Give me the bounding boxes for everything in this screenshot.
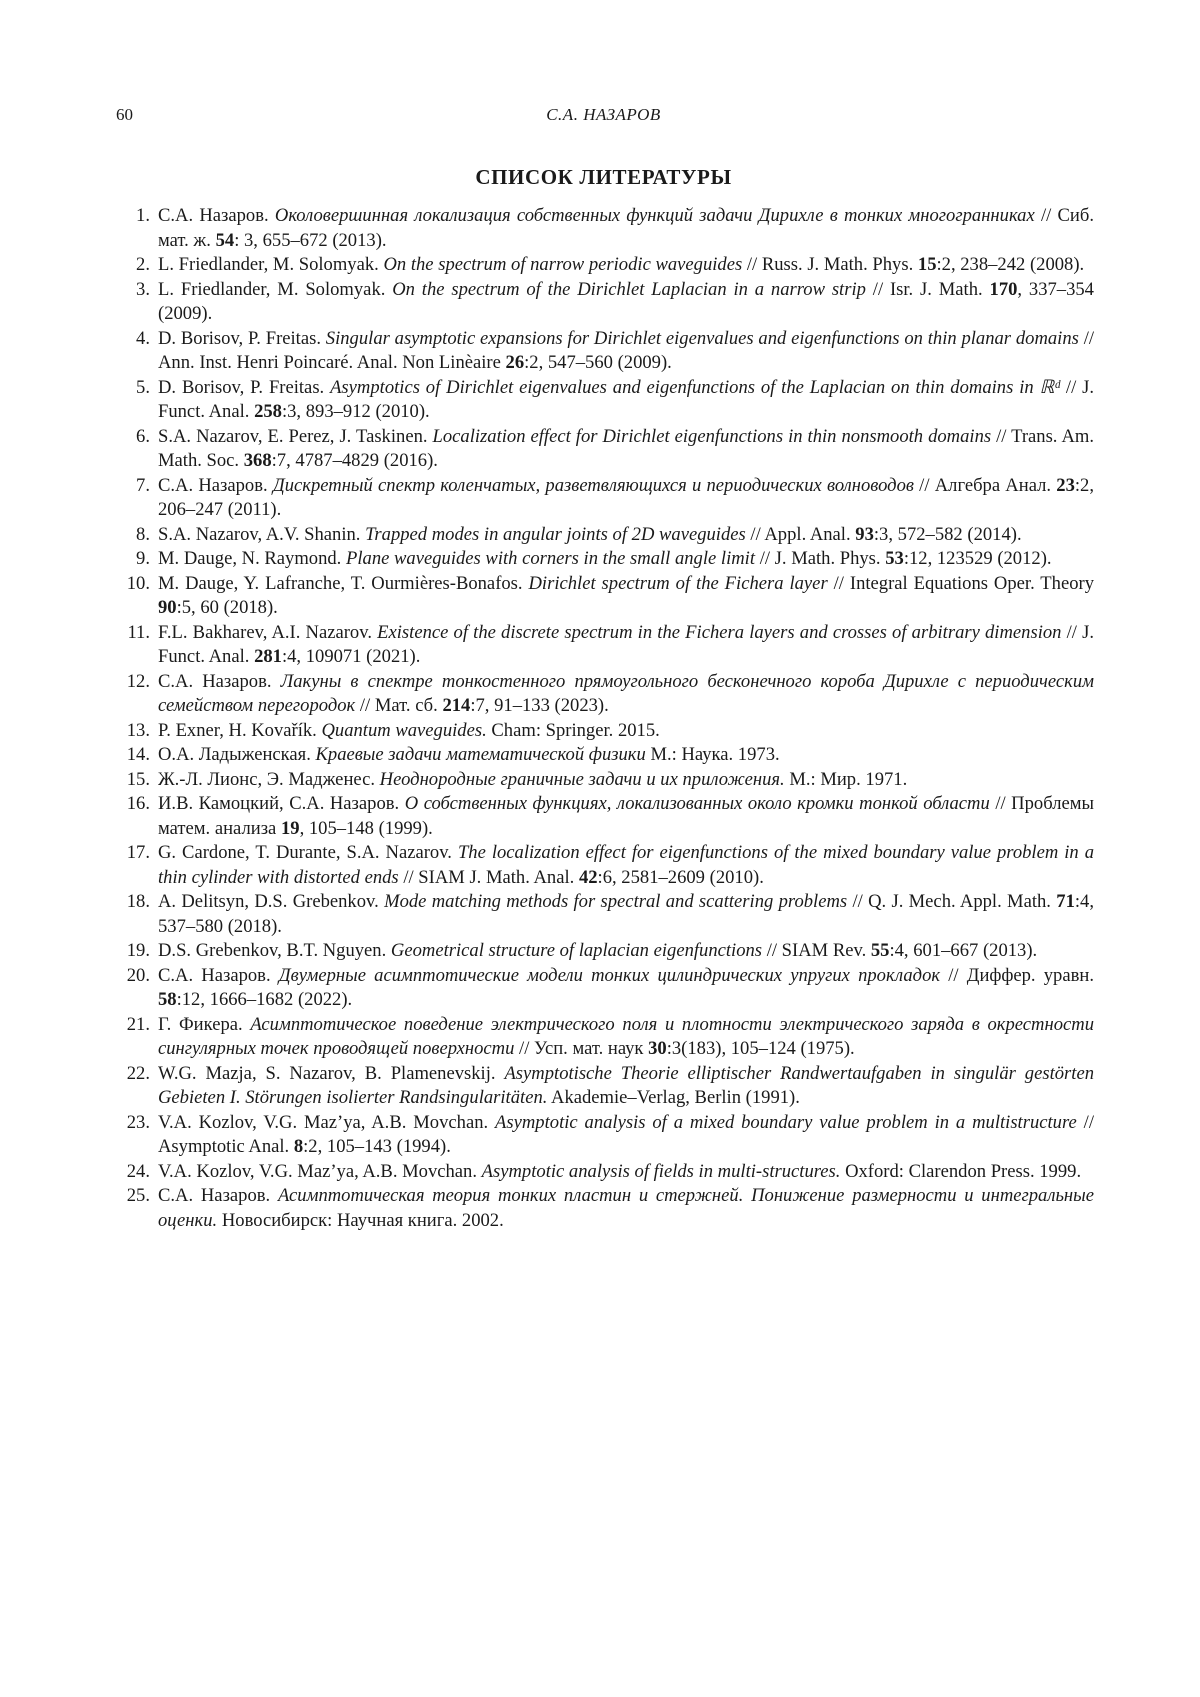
reference-number: 15. <box>126 768 150 790</box>
reference-title: Краевые задачи математической физики <box>315 744 646 765</box>
reference-authors: D. Borisov, P. Freitas. <box>158 327 321 349</box>
reference-entry <box>116 1062 1094 1111</box>
reference-title: Existence of the discrete spectrum in the Fichera layers and crosses of arbitrary dimension <box>377 621 1062 643</box>
reference-details: :2, 547–560 (2009). <box>524 352 672 373</box>
reference-entry <box>116 278 1094 327</box>
reference-volume: 58 <box>158 989 177 1010</box>
reference-volume: 54 <box>215 229 235 251</box>
reference-entry <box>116 523 1094 548</box>
reference-authors: M. Dauge, Y. Lafranche, T. Ourmières-Bonafos. <box>158 572 523 594</box>
reference-details: :7, 4787–4829 (2016). <box>271 450 438 471</box>
reference-source: // J. Funct. Anal. <box>158 376 1094 422</box>
reference-entry <box>116 621 1094 670</box>
reference-number: 23. <box>126 1111 150 1133</box>
reference-source: М.: Наука. 1973. <box>650 744 780 765</box>
reference-authors: V.A. Kozlov, V.G. Maz’ya, A.B. Movchan. <box>158 1111 489 1133</box>
reference-entry <box>116 792 1094 841</box>
reference-entry <box>116 964 1094 1013</box>
reference-details: :2, 105–143 (1994). <box>303 1136 451 1157</box>
reference-title: Mode matching methods for spectral and scattering problems <box>384 891 848 912</box>
reference-authors: F.L. Bakharev, A.I. Nazarov. <box>158 621 372 643</box>
reference-source: // SIAM J. Math. Anal. <box>403 866 575 888</box>
reference-source: Akademie–Verlag, Berlin (1991). <box>551 1087 800 1108</box>
reference-title: The localization effect for eigenfunctions of the mixed boundary value problem in a thin cylinder with distorted ends <box>158 842 1094 888</box>
reference-authors: S.A. Nazarov, A.V. Shanin. <box>158 523 361 545</box>
reference-entry <box>116 890 1094 939</box>
reference-number: 20. <box>126 964 150 986</box>
reference-title: Asymptotics of Dirichlet eigenvalues and eigenfunctions of the Laplacian on thin domains in ℝᵈ <box>330 376 1061 398</box>
reference-authors: L. Friedlander, M. Solomyak. <box>158 278 386 300</box>
reference-number: 4. <box>136 327 150 349</box>
reference-number: 3. <box>136 278 150 300</box>
reference-authors: С.А. Назаров. <box>158 670 272 692</box>
reference-volume: 281 <box>254 646 282 667</box>
reference-number: 10. <box>126 572 150 594</box>
reference-details: :4, 109071 (2021). <box>281 646 421 667</box>
reference-source: // Isr. J. Math. <box>872 278 983 300</box>
reference-source: // Алгебра Анал. <box>919 474 1052 496</box>
reference-title: Asymptotic analysis of fields in multi-structures. <box>481 1160 841 1182</box>
reference-authors: Ж.-Л. Лионс, Э. Мадженес. <box>158 768 376 790</box>
reference-title: Localization effect for Dirichlet eigenfunctions in thin nonsmooth domains <box>432 425 992 447</box>
reference-title: Plane waveguides with corners in the small angle limit <box>346 548 756 569</box>
reference-authors: С.А. Назаров. <box>158 964 271 986</box>
reference-entry <box>116 376 1094 425</box>
reference-volume: 23 <box>1056 474 1075 496</box>
reference-volume: 93 <box>855 523 874 545</box>
reference-source: // Диффер. уравн. <box>948 964 1094 986</box>
reference-source: Oxford: Clarendon Press. 1999. <box>845 1160 1082 1182</box>
reference-title: Asymptotische Theorie elliptischer Randwertaufgaben in singulär gestörten Gebieten I. Störungen isolierter Randsingularitäten. <box>158 1062 1094 1108</box>
reference-volume: 26 <box>505 352 525 373</box>
reference-number: 17. <box>126 842 150 863</box>
reference-number: 14. <box>126 744 150 765</box>
reference-number: 7. <box>136 474 150 496</box>
reference-entry <box>116 253 1094 278</box>
reference-number: 12. <box>126 670 150 692</box>
reference-authors: D.S. Grebenkov, B.T. Nguyen. <box>158 940 387 961</box>
reference-entry <box>116 768 1094 793</box>
reference-authors: С.А. Назаров. <box>158 1185 271 1206</box>
reference-details: :4, 537–580 (2018). <box>158 891 1094 937</box>
reference-volume: 53 <box>885 548 904 569</box>
reference-entry <box>116 547 1094 572</box>
reference-authors: L. Friedlander, M. Solomyak. <box>158 254 379 275</box>
reference-authors: D. Borisov, P. Freitas. <box>158 376 325 398</box>
reference-authors: A. Delitsyn, D.S. Grebenkov. <box>158 891 379 912</box>
reference-details: :6, 2581–2609 (2010). <box>597 866 764 888</box>
reference-entry <box>116 204 1094 253</box>
reference-number: 9. <box>136 548 150 569</box>
reference-details: :2, 238–242 (2008). <box>936 254 1085 275</box>
reference-source: // Asymptotic Anal. <box>158 1111 1095 1157</box>
reference-authors: С.А. Назаров. <box>158 205 269 226</box>
reference-title: Дискретный спектр коленчатых, разветвляющихся и периодических волноводов <box>272 474 914 496</box>
reference-entry <box>116 1160 1094 1185</box>
reference-title: Асимптотическое поведение электрического поля и плотности электрического заряда в окрестности сингулярных точек проводящей поверхности <box>158 1013 1094 1059</box>
reference-volume: 368 <box>243 450 272 471</box>
reference-authors: P. Exner, H. Kovařík. <box>158 719 317 741</box>
reference-authors: И.В. Камоцкий, С.А. Назаров. <box>158 793 400 814</box>
reference-number: 24. <box>126 1160 150 1182</box>
reference-number: 5. <box>136 376 150 398</box>
reference-title: Лакуны в спектре тонкостенного прямоугольного бесконечного короба Дирихле с периодическим семейством перегородок <box>158 670 1094 716</box>
reference-authors: О.А. Ладыженская. <box>158 744 311 765</box>
reference-source: // Appl. Anal. <box>750 523 851 545</box>
reference-title: О собственных функциях, локализованных около кромки тонкой области <box>404 793 990 814</box>
reference-authors: M. Dauge, N. Raymond. <box>158 548 342 569</box>
reference-details: :3(183), 105–124 (1975). <box>666 1038 855 1059</box>
reference-entry <box>116 327 1094 376</box>
reference-entry <box>116 1013 1094 1062</box>
reference-number: 21. <box>126 1013 150 1035</box>
reference-title: On the spectrum of narrow periodic waveguides <box>383 254 743 275</box>
reference-authors: S.A. Nazarov, E. Perez, J. Taskinen. <box>158 425 428 447</box>
reference-number: 25. <box>126 1185 150 1206</box>
reference-source: // Сиб. мат. ж. <box>158 205 1094 251</box>
reference-source: // Trans. Am. Math. Soc. <box>158 425 1094 471</box>
reference-title: Geometrical structure of laplacian eigenfunctions <box>390 940 763 961</box>
reference-entry <box>116 1184 1094 1233</box>
reference-title: On the spectrum of the Dirichlet Laplacian in a narrow strip <box>392 278 866 300</box>
reference-volume: 258 <box>254 401 282 422</box>
running-head: С.А. НАЗАРОВ <box>546 105 661 124</box>
reference-title: Singular asymptotic expansions for Dirichlet eigenvalues and eigenfunctions on thin planar domains <box>325 327 1079 349</box>
reference-volume: 90 <box>158 597 177 618</box>
reference-volume: 170 <box>989 278 1018 300</box>
reference-number: 8. <box>136 523 150 545</box>
reference-volume: 71 <box>1056 891 1075 912</box>
reference-title: Неоднородные граничные задачи и их приложения. <box>379 768 785 790</box>
reference-details: :4, 601–667 (2013). <box>889 940 1038 961</box>
reference-entry <box>116 572 1094 621</box>
reference-entry <box>116 841 1094 890</box>
reference-source: Новосибирск: Научная книга. 2002. <box>221 1209 504 1231</box>
reference-authors: V.A. Kozlov, V.G. Maz’ya, A.B. Movchan. <box>158 1160 477 1182</box>
reference-entry <box>116 743 1094 768</box>
reference-number: 1. <box>136 205 150 226</box>
reference-source: // Q. J. Mech. Appl. Math. <box>852 891 1051 912</box>
reference-source: // Russ. J. Math. Phys. <box>746 254 914 275</box>
reference-source: // J. Math. Phys. <box>759 548 881 569</box>
reference-source: // Мат. сб. <box>359 695 438 716</box>
reference-number: 16. <box>126 793 150 814</box>
reference-number: 11. <box>127 621 150 643</box>
reference-details: :12, 1666–1682 (2022). <box>176 989 353 1010</box>
reference-details: :12, 123529 (2012). <box>903 548 1052 569</box>
reference-title: Двумерные асимптотические модели тонких цилиндрических упругих прокладок <box>278 964 941 986</box>
reference-volume: 8 <box>293 1136 304 1157</box>
reference-authors: G. Cardone, T. Durante, S.A. Nazarov. <box>158 842 452 863</box>
reference-source: // Ann. Inst. Henri Poincaré. Anal. Non Linèaire <box>158 327 1095 373</box>
reference-volume: 30 <box>648 1038 667 1059</box>
reference-details: , 337–354 (2009). <box>158 278 1094 324</box>
bibliography-list <box>116 204 1094 1233</box>
reference-title: Asymptotic analysis of a mixed boundary value problem in a multistructure <box>495 1111 1077 1133</box>
reference-source: // Integral Equations Oper. Theory <box>833 572 1094 594</box>
reference-source: М.: Мир. 1971. <box>789 768 908 790</box>
reference-title: Dirichlet spectrum of the Fichera layer <box>528 572 828 594</box>
reference-volume: 15 <box>917 254 937 275</box>
reference-number: 6. <box>136 425 150 447</box>
reference-details: :5, 60 (2018). <box>176 597 278 618</box>
reference-details: , 105–148 (1999). <box>299 817 433 839</box>
section-title: СПИСОК ЛИТЕРАТУРЫ <box>475 165 732 189</box>
reference-details: : 3, 655–672 (2013). <box>234 229 387 251</box>
reference-number: 18. <box>126 891 150 912</box>
reference-source: // SIAM Rev. <box>766 940 867 961</box>
reference-volume: 55 <box>870 940 890 961</box>
reference-source: // J. Funct. Anal. <box>158 621 1094 667</box>
reference-details: :2, 206–247 (2011). <box>158 474 1094 520</box>
reference-source: // Проблемы матем. анализа <box>158 793 1094 839</box>
page-number: 60 <box>116 105 133 124</box>
reference-authors: Г. Фикера. <box>158 1013 243 1035</box>
reference-entry <box>116 474 1094 523</box>
reference-title: Quantum waveguides. <box>321 719 487 741</box>
reference-details: :7, 91–133 (2023). <box>470 695 609 716</box>
reference-title: Околовершинная локализация собственных функций задачи Дирихле в тонких многогранниках <box>274 205 1035 226</box>
reference-number: 22. <box>126 1062 150 1084</box>
reference-details: :3, 572–582 (2014). <box>873 523 1022 545</box>
reference-volume: 42 <box>578 866 598 888</box>
reference-entry <box>116 670 1094 719</box>
page-header <box>116 105 1091 135</box>
reference-number: 19. <box>126 940 150 961</box>
reference-volume: 19 <box>280 817 300 839</box>
reference-source: // Усп. мат. наук <box>519 1038 644 1059</box>
reference-entry <box>116 425 1094 474</box>
reference-volume: 214 <box>442 695 471 716</box>
reference-number: 2. <box>136 254 150 275</box>
reference-authors: W.G. Mazja, S. Nazarov, B. Plamenevskij. <box>158 1062 496 1084</box>
reference-number: 13. <box>126 719 150 741</box>
reference-entry <box>116 719 1094 744</box>
reference-entry <box>116 1111 1094 1160</box>
reference-title: Trapped modes in angular joints of 2D waveguides <box>365 523 746 545</box>
reference-authors: С.А. Назаров. <box>158 474 268 496</box>
reference-title: Асимптотическая теория тонких пластин и стержней. Понижение размерности и интегральные оценки. <box>158 1185 1094 1231</box>
reference-entry <box>116 939 1094 964</box>
reference-details: :3, 893–912 (2010). <box>281 401 430 422</box>
reference-source: Cham: Springer. 2015. <box>491 719 660 741</box>
